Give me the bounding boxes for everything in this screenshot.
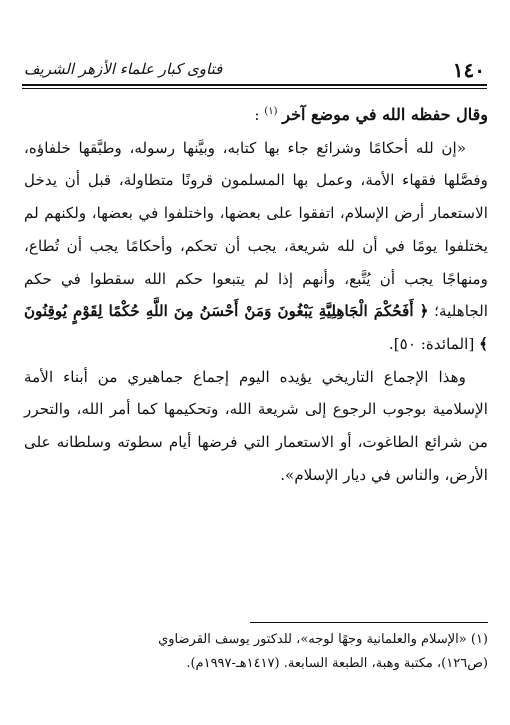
running-title: فتاوى كبار علماء الأزهر الشريف [24, 60, 223, 78]
footnote-line-2: (ص١٢٦)، مكتبة وهبة، الطبعة السابعة. (١٤١٧هـ-١٩٩٧م). [186, 656, 488, 671]
header-rule-thin [22, 88, 487, 89]
quote-paragraph [24, 132, 488, 361]
section-heading [24, 96, 488, 132]
footnote-line-1: (١) «الإسلام والعلمانية وجهًا لوجه»، للدكتور يوسف القرضاوي [158, 632, 488, 647]
heading-text: وقال حفظه الله في موضع آخر [282, 105, 488, 125]
footnote [24, 628, 488, 676]
header-rule-thick [22, 84, 487, 86]
page-number: ١٤٠ [452, 58, 485, 82]
second-paragraph: وهذا الإجماع التاريخي يؤيده اليوم إجماع جماهيري من أبناء الأمة الإسلامية بوجوب الرجوع إلى شريعة الله، وتحكيمها كما أمر الله، والتحرر من شرائع الطاغوت، أو الاستعمار التي فرضها أيام سطوته وسلطانه على الأرض، والناس في ديار الإسلام». [24, 367, 488, 484]
footnote-separator [250, 622, 488, 623]
heading-colon: : [254, 106, 260, 125]
quran-verse: ﴿ أَفَحُكْمَ الْجَاهِلِيَّةِ يَبْغُونَ وَمَنْ أَحْسَنُ مِنَ اللَّهِ حُكْمًا لِقَوْمٍ يُوقِنُونَ ﴾ [24, 302, 488, 353]
page-header [22, 58, 487, 82]
footnote-reference: (١) [264, 106, 278, 117]
verse-citation: [المائدة: ٥٠]. [388, 334, 475, 353]
body-text [24, 96, 488, 492]
quote-text: «إن لله أحكامًا وشرائع جاء بها كتابه، وبيَّنها رسوله، وطبَّقها خلفاؤه، وفصَّلها فقهاء الأمة، وعمل بها المسلمون قرونًا متطاولة، قبل أن يدخل الاستعمار أرض الإسلام، اتفقوا على بعضها، واختلفوا في بعضها، ولكنهم لم يختلفوا يومًا في أن لله شريعة، يجب أن تحكم، وأحكامًا يجب أن تُطاع، ومنهاجًا يجب أن يُتَّبع، وأنهم إذا لم يتبعوا حكم الله سقطوا في حكم الجاهلية؛ [24, 138, 489, 321]
